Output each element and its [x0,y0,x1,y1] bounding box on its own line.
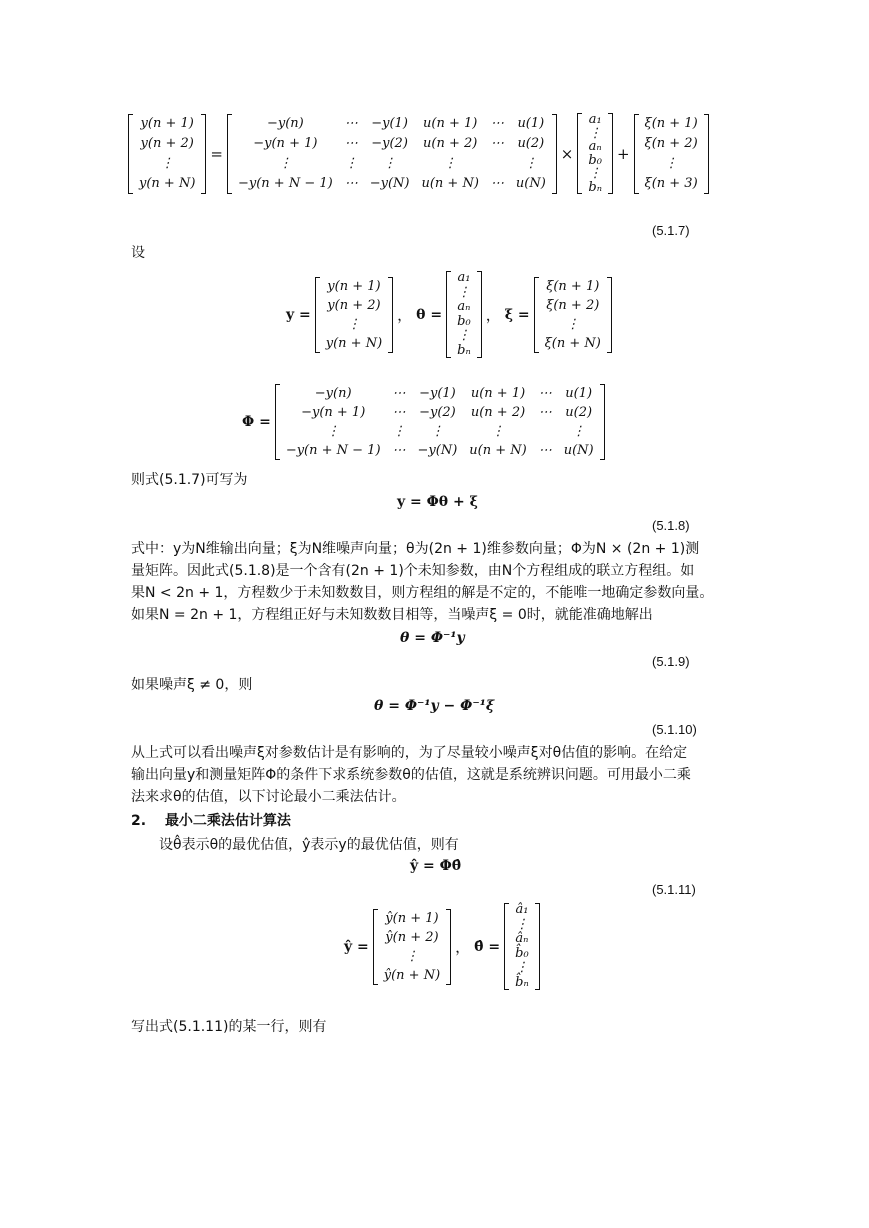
matrix-cell: u(n + 1) [470,386,526,401]
equals-sign: = [210,144,223,163]
matrix-cell: ⋮ [344,155,358,171]
matrix-cell: ξ(n + 1) [546,278,600,294]
matrix-row [133,134,201,154]
matrix-cell: u(N) [515,175,546,191]
matrix-cell: ⋮ [160,155,174,171]
matrix-row [582,140,608,154]
matrix-cell: ξ(n + N) [544,335,601,351]
matrix-row [539,315,607,334]
matrix-cell: u(2) [517,135,545,151]
matrix-cell: ⋮ [405,948,419,964]
matrix-cell: b̂ₙ [515,974,529,990]
equation-5-1-9: θ = Φ⁻¹y [400,630,465,646]
last-text: 写出式(5.1.11)的某一行，则有 [131,1019,327,1035]
section-heading [131,810,291,832]
matrix-cell: ŷ(n + N) [383,967,441,983]
matrix-row [582,154,608,168]
matrix-row [378,909,446,928]
matrix-cell: ⋮ [278,155,292,171]
matrix-row [232,174,552,194]
yhat-label: ŷ = [344,938,369,955]
matrix-cell: ⋮ [430,424,444,439]
matrix-cell: ⋮ [524,155,538,171]
y-label: y = [286,306,311,323]
y-table [320,277,388,353]
y-vector [315,277,393,353]
matrix-cell: −y(n) [314,386,352,401]
matrix-row [133,154,201,174]
paragraph-3: 设θ̂表示θ的最优估值，ŷ表示y的最优估值，则有 [159,837,459,853]
paragraph-1 [131,538,751,626]
matrix-cell: −y(n + 1) [253,135,318,151]
matrix-cell: −y(1) [419,386,456,401]
matrix-cell: ⋯ [344,175,358,191]
matrix-cell: u(2) [565,405,593,420]
regressor-table [232,114,552,194]
lhs-vector [128,114,206,194]
equation-5-1-7 [128,113,709,194]
matrix-cell: a₁ [588,112,602,127]
matrix-cell: ⋯ [392,443,406,458]
separator: ， [485,306,501,324]
matrix-cell: ⋯ [344,135,358,151]
equation-number-5-1-10: (5.1.10) [652,722,697,737]
matrix-cell: y(n + N) [139,175,196,191]
matrix-cell: ⋮ [326,424,340,439]
matrix-row [539,296,607,315]
matrix-cell [533,422,558,441]
regressor-matrix [227,114,557,194]
matrix-row [582,181,608,195]
matrix-cell: y(n + 1) [327,278,381,294]
separator: ， [397,306,413,324]
matrix-cell: ⋮ [347,316,361,332]
matrix-row [451,271,477,286]
phi-table [280,384,600,460]
matrix-cell: ⋮ [491,424,505,439]
paragraph-line: 量矩阵。因此式(5.1.8)是一个含有(2n + 1)个未知参数，由N个方程组成的联立方程组。如 [131,563,695,579]
paragraph-line: 如果N = 2n + 1，方程组正好与未知数数目相等，当噪声ξ = 0时，就能准确地解出 [131,607,653,623]
matrix-cell: ⋯ [538,386,552,401]
xi-def-vector [534,277,612,353]
matrix-cell: ⋮ [392,424,406,439]
matrix-cell: ŷ(n + 1) [385,910,439,926]
theta-def-table [451,271,477,358]
thetahat-label: θ̂ = [474,938,501,955]
matrix-row [378,947,446,966]
matrix-cell: −y(n + N − 1) [237,175,333,191]
matrix-row [232,114,552,134]
lhs-table [133,114,201,194]
matrix-cell: ⋯ [538,443,552,458]
equation-number-5-1-11: (5.1.11) [652,882,696,897]
matrix-row [280,403,600,422]
yhat-vector [373,909,451,985]
separator: ， [455,938,471,956]
matrix-cell: −y(N) [417,443,458,458]
matrix-cell: bₙ [588,179,602,195]
xi-label: ξ = [504,306,530,323]
matrix-cell: b̂₀ [515,945,529,961]
matrix-cell: u(n + 2) [423,135,478,151]
theta-label: θ = [416,306,443,323]
matrix-cell: y(n + 2) [140,135,194,151]
paragraph-line: 从上式可以看出噪声ξ对参数估计是有影响的，为了尽量较小噪声ξ对θ估值的影响。在给定 [131,745,688,761]
matrix-cell: b₀ [457,313,471,329]
matrix-cell: ⋮ [443,155,457,171]
matrix-cell: aₙ [457,299,471,314]
matrix-row [232,134,552,154]
matrix-row [451,329,477,344]
matrix-cell: a₁ [457,270,471,285]
matrix-cell: −y(2) [419,405,456,420]
matrix-cell: y(n + 2) [327,297,381,313]
matrix-row [451,300,477,315]
thetahat-table [509,903,535,990]
matrix-cell: ξ(n + 2) [546,297,600,313]
set-label: 设 [131,245,145,261]
matrix-cell: ⋯ [344,115,358,131]
section-title: 最小二乘法估计算法 [164,813,291,829]
equation-number-5-1-8: (5.1.8) [652,518,690,533]
definition-phi [242,384,605,460]
matrix-cell: −y(2) [371,135,408,151]
matrix-cell: bₙ [457,342,471,358]
matrix-row [582,167,608,181]
matrix-row [378,966,446,985]
matrix-row [320,296,388,315]
noise-text: 如果噪声ξ ≠ 0，则 [131,677,253,693]
matrix-cell: ⋮ [588,166,602,181]
paragraph-line: 果N < 2n + 1，方程数少于未知数数目，则方程组的解是不定的，不能唯一地确定参数向量。 [131,585,714,601]
matrix-cell: −y(N) [369,175,410,191]
noise-vector [634,114,709,194]
equation-number-5-1-9: (5.1.9) [652,654,690,669]
yhat-table [378,909,446,985]
matrix-cell: ⋯ [392,386,406,401]
matrix-cell: ξ(n + 1) [644,115,698,131]
times-sign: × [560,144,574,163]
matrix-row [582,127,608,141]
matrix-cell: ⋯ [392,405,406,420]
matrix-row [509,976,535,991]
matrix-cell: ⋮ [664,155,678,171]
matrix-cell: aₙ [588,139,602,154]
matrix-row [509,947,535,962]
theta-def-vector [446,271,482,358]
matrix-cell: u(n + N) [421,175,479,191]
matrix-row [509,918,535,933]
matrix-cell: ŷ(n + 2) [385,929,439,945]
matrix-cell: b₀ [588,152,602,168]
matrix-cell: ξ(n + 2) [644,135,698,151]
matrix-row [509,903,535,918]
matrix-cell: ⋮ [457,284,471,300]
plus-sign: + [616,144,630,163]
matrix-row [451,286,477,301]
matrix-cell: u(1) [565,386,593,401]
matrix-row [639,174,704,194]
then-text: 则式(5.1.7)可写为 [131,472,248,488]
matrix-row [509,961,535,976]
matrix-cell: −y(1) [371,115,408,131]
estimate-vectors [344,903,540,990]
matrix-cell: u(n + N) [469,443,527,458]
equation-5-1-8: y = Φθ + ξ [397,494,478,510]
matrix-cell: ⋯ [490,115,504,131]
matrix-row [509,932,535,947]
matrix-cell: ⋯ [538,405,552,420]
matrix-cell: −y(n) [266,115,304,131]
matrix-row [582,113,608,127]
matrix-row [133,114,201,134]
definitions-vectors [286,271,612,358]
matrix-row [280,422,600,441]
matrix-cell: â₁ [515,902,529,917]
matrix-cell: ⋮ [566,316,580,332]
matrix-row [320,315,388,334]
matrix-cell: ⋮ [515,916,529,932]
theta-vector [577,113,613,194]
matrix-cell: ⋮ [588,125,602,141]
thetahat-vector [504,903,540,990]
paragraph-2 [131,742,751,808]
matrix-cell: ⋮ [457,328,471,343]
matrix-row [280,441,600,460]
matrix-row [639,134,704,154]
matrix-cell [485,154,510,174]
phi-label: Φ = [242,414,271,430]
matrix-cell: y(n + 1) [140,115,194,131]
matrix-row [280,384,600,403]
theta-table [582,113,608,194]
matrix-row [451,344,477,359]
equation-5-1-10: θ = Φ⁻¹y − Φ⁻¹ξ [374,698,495,714]
matrix-row [320,277,388,296]
matrix-row [639,114,704,134]
matrix-cell: âₙ [515,931,529,946]
matrix-row [639,154,704,174]
matrix-cell: −y(n + N − 1) [285,443,381,458]
matrix-cell: ⋯ [490,175,504,191]
matrix-row [232,154,552,174]
phi-matrix [275,384,605,460]
matrix-cell: −y(n + 1) [301,405,366,420]
section-number: 2. [131,813,147,829]
matrix-cell: y(n + N) [325,335,383,351]
matrix-row [378,928,446,947]
matrix-cell: u(n + 1) [423,115,478,131]
matrix-row [451,315,477,330]
matrix-cell: ⋮ [572,424,586,439]
paragraph-line: 输出向量y和测量矩阵Φ的条件下求系统参数θ的估值，这就是系统辨识问题。可用最小二乘 [131,767,691,783]
xi-def-table [539,277,607,353]
matrix-row [320,334,388,353]
equation-5-1-11: ŷ = Φθ̂ [410,858,462,874]
equation-number-5-1-7: (5.1.7) [652,223,690,238]
matrix-row [539,277,607,296]
matrix-cell: u(N) [563,443,594,458]
matrix-row [539,334,607,353]
noise-table [639,114,704,194]
paragraph-line: 式中：y为N维输出向量；ξ为N维噪声向量；θ为(2n + 1)维参数向量；Φ为N × (2n + 1)测 [131,541,700,557]
paragraph-line: 法来求θ的估值，以下讨论最小二乘法估计。 [131,789,406,805]
matrix-row [133,174,201,194]
matrix-cell: ⋯ [490,135,504,151]
matrix-cell: ξ(n + 3) [644,175,698,191]
matrix-cell: ⋮ [515,960,529,975]
matrix-cell: u(1) [517,115,545,131]
matrix-cell: u(n + 2) [470,405,526,420]
matrix-cell: ⋮ [383,155,397,171]
